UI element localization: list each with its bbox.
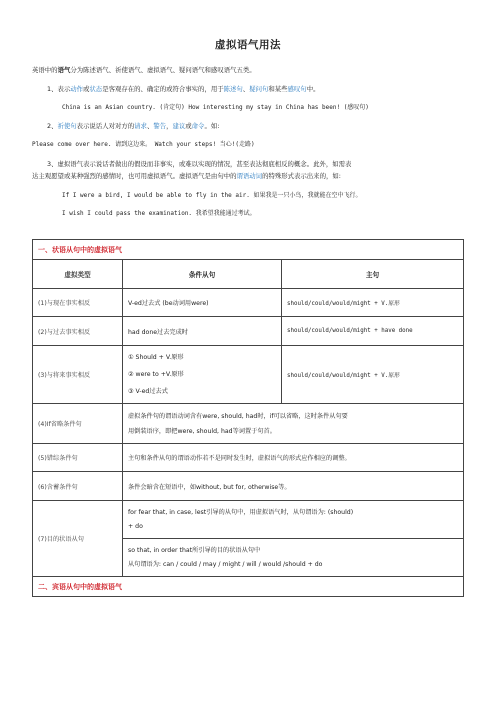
text: 英语中的	[32, 66, 58, 74]
section-row	[33, 240, 464, 260]
header-main: 主句	[282, 260, 464, 289]
example-2: Please come over here. 请到这边来。 Watch your steps! 当心!(走路)	[32, 141, 255, 148]
text: 的特殊形式表示出来的，如:	[262, 172, 341, 180]
table-row	[33, 289, 464, 317]
intro-paragraph-2	[47, 85, 319, 94]
table-row	[33, 501, 464, 539]
row-type: (2)与过去事实相反	[33, 317, 123, 346]
text: 中。	[306, 85, 320, 93]
header-condition: 条件从句	[123, 260, 282, 289]
example-3: If I were a bird, I would be able to fly in the air. 如果我是一只小鸟，我就能在空中飞行。	[62, 192, 362, 199]
text: 和某些	[268, 85, 288, 93]
intro-paragraph-3	[47, 122, 219, 131]
link-suggestion[interactable]: 建议	[172, 122, 186, 130]
row-description-b	[123, 539, 464, 577]
section-heading-1: 一、状语从句中的虚拟语气	[33, 240, 464, 260]
text: 1、表示	[47, 85, 71, 93]
link-warning[interactable]: 警告	[153, 122, 167, 130]
condition-option: ① Should + V.原形	[128, 354, 184, 361]
link-exclamatory[interactable]: 感叹句	[287, 85, 307, 93]
table-row	[33, 472, 464, 501]
row-main: should/could/would/might + have done	[282, 317, 464, 346]
link-predicate-verb[interactable]: 谓语动词	[236, 172, 263, 180]
link-request[interactable]: 请求	[134, 122, 147, 130]
row-type: (1)与现在事实相反	[33, 289, 123, 317]
desc-line: + do	[128, 522, 143, 530]
row-description-a	[123, 501, 464, 539]
text: 2、	[47, 122, 58, 130]
desc-line: 从句谓语为: can / could / may / might / will / would /should + do	[128, 560, 323, 568]
keyword: 语气	[57, 66, 71, 74]
example-4: I wish I could pass the examination. 我希望我能通过考试。	[62, 210, 256, 217]
row-condition: had done过去完成时	[123, 317, 282, 346]
row-type: (7)目的状语从句	[33, 501, 123, 577]
link-command[interactable]: 命令	[191, 122, 205, 130]
text: ，	[166, 122, 173, 130]
intro-paragraph-1	[32, 66, 256, 75]
text: 、	[146, 122, 154, 130]
row-description: 主句和条件从句的谓语动作若不是同时发生时，虚拟语气的形式应作相应的调整。	[123, 444, 464, 472]
link-declarative[interactable]: 陈述句	[223, 85, 243, 93]
text: 达主观愿望或某种强烈的感情时，也可用虚拟语气。虚拟语气是由句中的	[32, 172, 237, 180]
text: 或	[185, 122, 192, 130]
link-state[interactable]: 状态	[89, 85, 103, 93]
row-main: should/could/would/might + V.原形	[282, 289, 464, 317]
section-heading-2: 二、宾语从句中的虚拟语气	[33, 577, 464, 597]
table-row	[33, 317, 464, 346]
intro-paragraph-4-line2	[32, 172, 341, 181]
desc-line: 用倒装语序，即把were, should, had等词置于句首。	[128, 427, 276, 435]
text: 分为陈述语气、祈使语气、虚拟语气、疑问语气和感叹语气五类。	[70, 66, 256, 74]
condition-option: ② were to +V.原形	[128, 371, 184, 378]
row-type: (5)错综条件句	[33, 444, 123, 472]
row-condition: V-ed过去式 (be动词用were)	[123, 289, 282, 317]
text: 或	[83, 85, 90, 93]
row-condition	[123, 346, 282, 404]
row-main: should/could/would/might + V.原形	[282, 346, 464, 404]
text: 。如:	[204, 122, 220, 130]
grammar-table	[32, 239, 464, 597]
link-action[interactable]: 动作	[70, 85, 84, 93]
row-type: (4)If省略条件句	[33, 404, 123, 444]
example-1: China is an Asian country. (肯定句) How interesting my stay in China has been! (感叹句)	[62, 104, 369, 111]
link-interrogative[interactable]: 疑问句	[249, 85, 269, 93]
text: 表示说话人对对方的	[76, 122, 135, 130]
row-description: 条件会暗含在短语中，如without, but for, otherwise等。	[123, 472, 464, 501]
intro-paragraph-4-line1: 3、虚拟语气表示说话者做出的假设而非事实，或难以实现的情况，甚至表达彻底相反的概念。此外，如需表	[47, 160, 352, 168]
text: 是客观存在的、确定的或符合事实的，用于	[102, 85, 224, 93]
desc-line: so that, in order that所引导的目的状语从句中	[128, 546, 261, 554]
row-type: (6)含蓄条件句	[33, 472, 123, 501]
link-imperative[interactable]: 祈使句	[57, 122, 77, 130]
section-row	[33, 577, 464, 597]
desc-line: 虚拟条件句的谓语动词含有were, should, had时，if可以省略，这时条件从句要	[128, 412, 348, 420]
desc-line: for fear that, in case, lest引导的从句中，用虚拟语气时，从句谓语为: (should)	[128, 508, 354, 516]
row-type: (3)与将来事实相反	[33, 346, 123, 404]
text: 、	[242, 85, 250, 93]
table-row	[33, 444, 464, 472]
page-title: 虚拟语气用法	[215, 39, 281, 51]
condition-option: ③ V-ed过去式	[128, 388, 168, 395]
row-description	[123, 404, 464, 444]
table-row	[33, 404, 464, 444]
header-type: 虚拟类型	[33, 260, 123, 289]
header-row	[33, 260, 464, 289]
table-row	[33, 346, 464, 404]
